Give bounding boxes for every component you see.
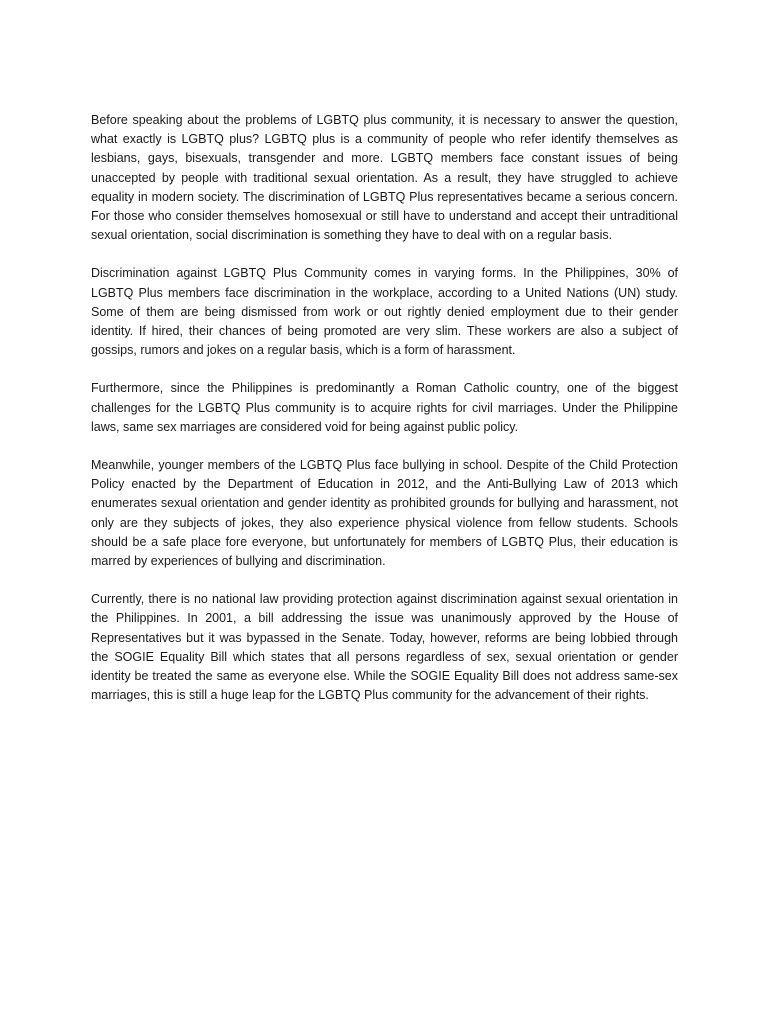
- paragraph-intro: Before speaking about the problems of LGBTQ plus community, it is necessary to answer the question, what exactly is LGBTQ plus? LGBTQ plus is a community of people who refer identify themselves as lesbians, gays, bisexuals, transgender and more. LGBTQ members face constant issues of being unaccepted by people with traditional sexual orientation. As a result, they have struggled to achieve equality in modern society. The discrimination of LGBTQ Plus representatives became a serious concern. For those who consider themselves homosexual or still have to understand and accept their untraditional sexual orientation, social discrimination is something they have to deal with on a regular basis.: [91, 113, 678, 243]
- document-body: [91, 111, 678, 724]
- paragraph-sogie-bill: Currently, there is no national law providing protection against discrimination against sexual orientation in the Philippines. In 2001, a bill addressing the issue was unanimously approved by the House of Representatives but it was bypassed in the Senate. Today, however, reforms are being lobbied through the SOGIE Equality Bill which states that all persons regardless of sex, sexual orientation or gender identity be treated the same as everyone else. While the SOGIE Equality Bill does not address same-sex marriages, this is still a huge leap for the LGBTQ Plus community for the advancement of their rights.: [91, 592, 678, 703]
- paragraph-workplace-discrimination: Discrimination against LGBTQ Plus Community comes in varying forms. In the Philippines, 30% of LGBTQ Plus members face discrimination in the workplace, according to a United Nations (UN) study. Some of them are being dismissed from work or out rightly denied employment due to their gender identity. If hired, their chances of being promoted are very slim. These workers are also a subject of gossips, rumors and jokes on a regular basis, which is a form of harassment.: [91, 266, 678, 358]
- paragraph-school-bullying: Meanwhile, younger members of the LGBTQ Plus face bullying in school. Despite of the Child Protection Policy enacted by the Department of Education in 2012, and the Anti-Bullying Law of 2013 which enumerates sexual orientation and gender identity as prohibited grounds for bullying and harassment, not only are they subjects of jokes, they also experience physical violence from fellow students. Schools should be a safe place fore everyone, but unfortunately for members of LGBTQ Plus, their education is marred by experiences of bullying and discrimination.: [91, 458, 678, 569]
- paragraph-civil-marriage: Furthermore, since the Philippines is predominantly a Roman Catholic country, one of the biggest challenges for the LGBTQ Plus community is to acquire rights for civil marriages. Under the Philippine laws, same sex marriages are considered void for being against public policy.: [91, 381, 678, 434]
